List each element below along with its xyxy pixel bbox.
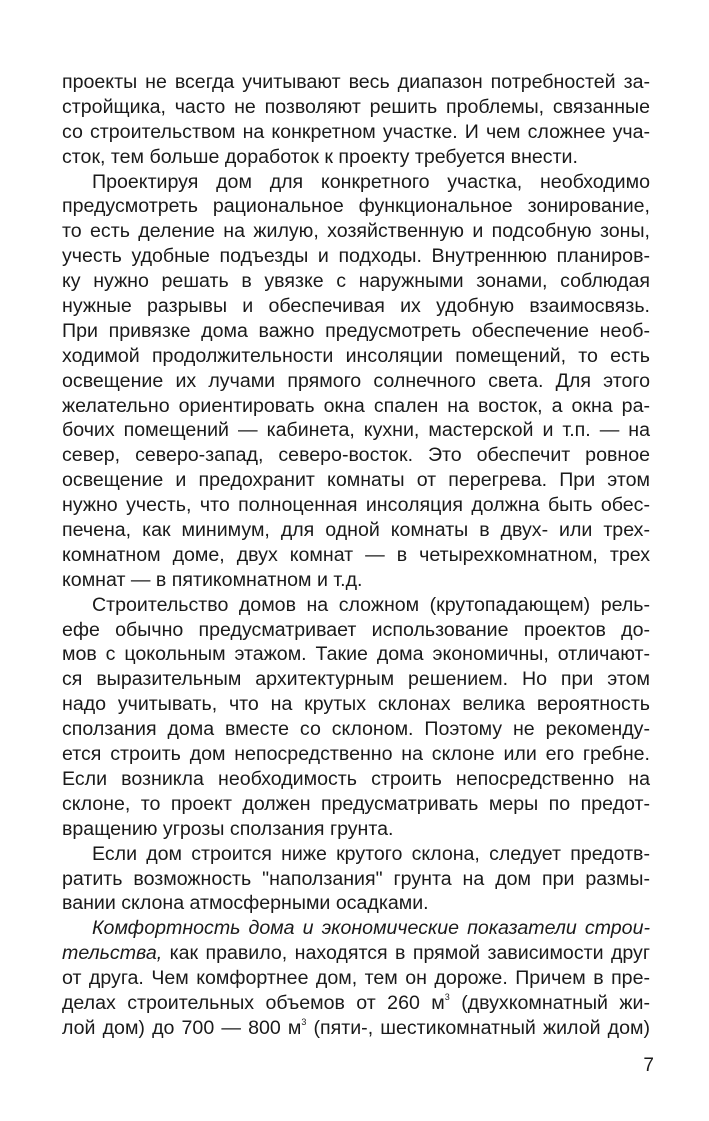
text-line (62, 1016, 650, 1041)
text-line: то есть деление на жилую, хозяйственную и подсобную зоны, (62, 220, 650, 243)
italic-term: тельства, (62, 942, 163, 965)
text-line: желательно ориентировать окна спален на восток, а окна ра- (62, 394, 650, 417)
text-line: Если возникла необходимость строить непосредственно на (62, 767, 650, 790)
text-line: ся выразительным архитектурным решением. Но при этом (62, 668, 650, 691)
superscript: 3 (301, 1016, 307, 1027)
text-line: ратить возможность "наползания" грунта на дом при размы- (62, 867, 650, 890)
text-line: север, северо-запад, северо-восток. Это обеспечит ровное (62, 444, 650, 467)
text-fragment: лой дом) до 700 — 800 м (62, 1016, 302, 1039)
text-line: стройщика, часто не позволяют решить проблемы, связанные (62, 95, 650, 118)
text-line: вращению угрозы сползания грунта. (62, 817, 394, 840)
text-line: ется строить дом непосредственно на склоне или его гребне. (62, 743, 650, 766)
text-line: сползания дома вместе со склоном. Поэтому не рекоменду- (62, 718, 650, 741)
text-line: сток, тем больше доработок к проекту требуется внести. (62, 145, 578, 168)
text-line: вании склона атмосферными осадками. (62, 892, 429, 915)
text-line: печена, как минимум, для одной комнаты в двух- или трех- (62, 519, 650, 542)
text-line: от друга. Чем комфортнее дом, тем он дороже. Причем в пре- (62, 967, 650, 990)
text-fragment: как правило, находятся в прямой зависимости друг (162, 942, 650, 965)
text-line: Проектируя дом для конкретного участка, необходимо (92, 170, 650, 193)
text-line: надо учитывать, что на крутых склонах велика вероятность (62, 693, 650, 716)
text-line: проекты не всегда учитывают весь диапазон потребностей за- (62, 71, 650, 93)
text-line: ку нужно решать в увязке с наружными зонами, соблюдая (62, 270, 650, 293)
text-line: склоне, то проект должен предусматривать меры по предот- (62, 792, 650, 815)
text-line: освещение и предохранит комнаты от перегрева. При этом (62, 469, 650, 492)
text-line: комнатном доме, двух комнат — в четырехкомнатном, трех (62, 543, 650, 566)
text-fragment: делах строительных объемов от 260 м (62, 991, 445, 1014)
text-line: комнат — в пятикомнатном и т.д. (62, 568, 363, 591)
page-number: 7 (643, 1055, 654, 1076)
text-line-italic (62, 916, 650, 941)
text-line (62, 941, 650, 966)
text-fragment: (двухкомнатный жи- (449, 991, 651, 1014)
italic-term: Комфортность дома и экономические показатели строи- (92, 917, 650, 940)
superscript: 3 (444, 991, 450, 1002)
text-line (62, 991, 650, 1016)
text-line: со строительством на конкретном участке. И чем сложнее уча- (62, 120, 650, 143)
text-line: нужные разрывы и обеспечивая их удобную взаимосвязь. (62, 295, 650, 318)
text-line: бочих помещений — кабинета, кухни, мастерской и т.п. — на (62, 419, 650, 442)
text-line: Строительство домов на сложном (крутопадающем) рель- (92, 593, 650, 616)
text-line: учесть удобные подъезды и подходы. Внутреннюю планиров- (62, 245, 650, 268)
text-line: При привязке дома важно предусмотреть обеспечение необ- (62, 319, 650, 342)
text-line: мов с цокольным этажом. Такие дома экономичны, отличают- (62, 643, 650, 666)
text-line: нужно учесть, что полноценная инсоляция должна быть обес- (62, 494, 650, 517)
text-line: ефе обычно предусматривает использование проектов до- (62, 618, 650, 641)
text-line: предусмотреть рациональное функциональное зонирование, (62, 195, 650, 218)
text-fragment: (пяти-, шестикомнатный жилой дом) (306, 1016, 650, 1039)
text-line: Если дом строится ниже крутого склона, следует предотв- (92, 842, 650, 865)
text-line: освещение их лучами прямого солнечного света. Для этого (62, 369, 650, 392)
text-line: ходимой продолжительности инсоляции помещений, то есть (62, 344, 650, 367)
body-text (62, 70, 650, 1041)
